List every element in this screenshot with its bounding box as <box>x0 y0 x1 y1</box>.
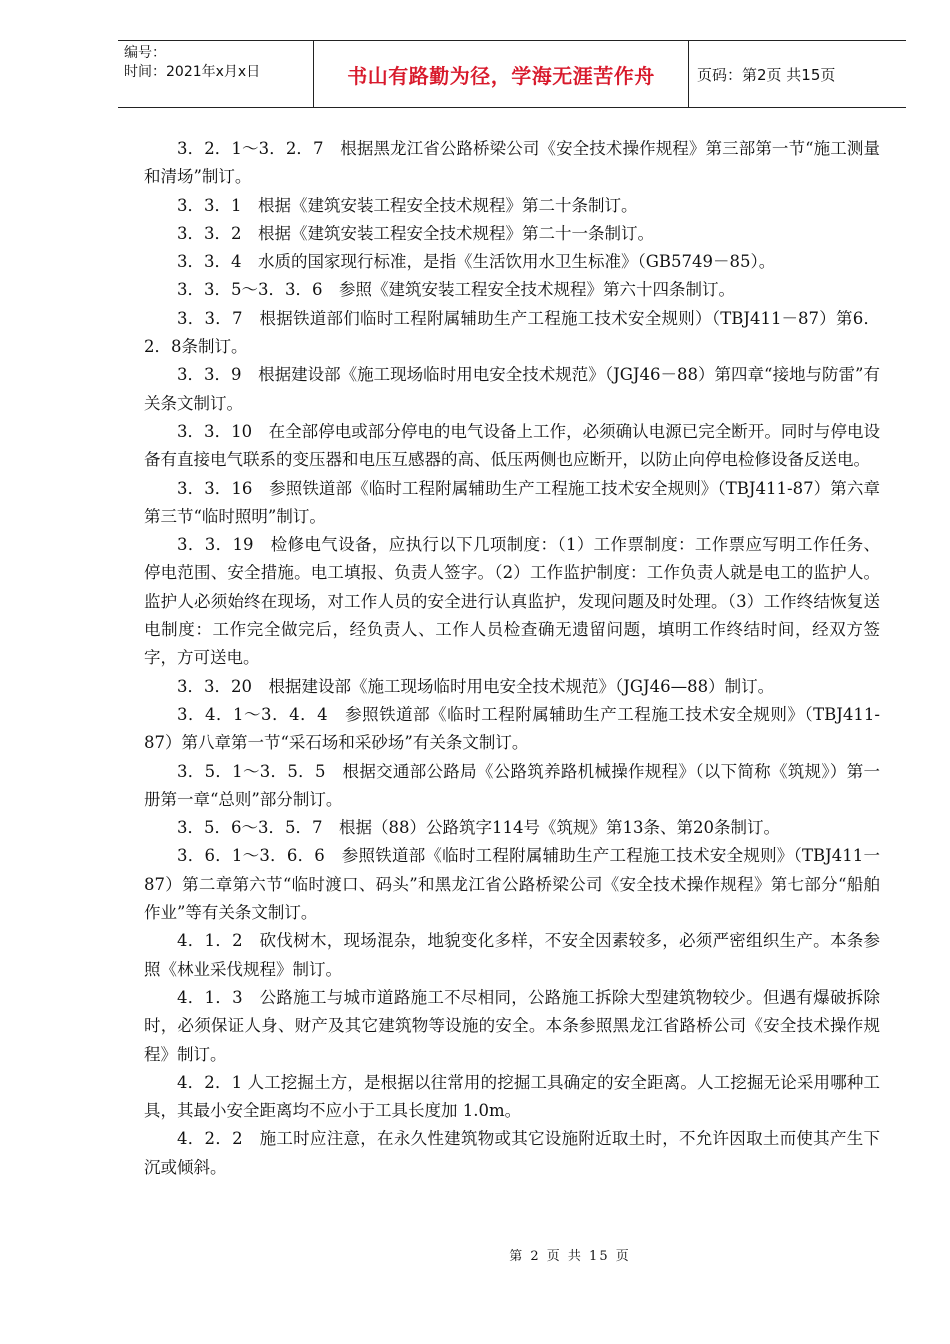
paragraph: 3．3．1 根据《建筑安装工程安全技术规程》第二十条制订。 <box>177 195 638 215</box>
paragraph: 3．3．20 根据建设部《施工现场临时用电安全技术规范》（JGJ46—88）制订。 <box>177 676 775 696</box>
document-body <box>144 135 880 1182</box>
paragraph: 3．2．1～3．2．7 根据黑龙江省公路桥梁公司《安全技术操作规程》第三部第一节“施工测量和清场”制订。 <box>144 139 880 187</box>
paragraph: 3．5．1～3．5．5 根据交通部公路局《公路筑养路机械操作规程》（以下简称《筑规》）第一册第一章“总则”部分制订。 <box>144 761 880 809</box>
paragraph: 3．5．6～3．5．7 根据（88）公路筑字114号《筑规》第13条、第20条制订。 <box>177 818 780 838</box>
paragraph: 4．1．2 砍伐树木，现场混杂，地貌变化多样，不安全因素较多，必须严密组织生产。本条参照《林业采伐规程》制订。 <box>144 931 880 979</box>
paragraph: 3．6．1～3．6．6 参照铁道部《临时工程附属辅助生产工程施工技术安全规则》（TBJ411一87）第二章第六节“临时渡口、码头”和黑龙江省公路桥梁公司《安全技术操作规程》第七部分“船舶作业”等有关条文制订。 <box>144 846 880 923</box>
paragraph: 4．2．1 人工挖掘土方，是根据以往常用的挖掘工具确定的安全距离。人工挖掘无论采用哪种工具，其最小安全距离均不应小于工具长度加 1.0m。 <box>144 1072 880 1121</box>
paragraph: 3．3．2 根据《建筑安装工程安全技术规程》第二十一条制订。 <box>177 223 654 243</box>
header-page-number: 页码：第2页 共15页 <box>697 65 836 84</box>
number-label: 编号： <box>124 45 166 61</box>
paragraph: 3．4．1～3．4．4 参照铁道部《临时工程附属辅助生产工程施工技术安全规则》（TBJ411-87）第八章第一节“采石场和采砂场”有关条文制订。 <box>144 704 880 753</box>
paragraph: 3．3．4 水质的国家现行标准，是指《生活饮用水卫生标准》（GB5749－85）。 <box>177 252 776 272</box>
time-label: 时间：2021年x月x日 <box>124 64 261 80</box>
paragraph: 3．3．10 在全部停电或部分停电的电气设备上工作，必须确认电源已完全断开。同时与停电设备有直接电气联系的变压器和电压互感器的高、低压两侧也应断开，以防止向停电检修设备反送电。 <box>144 421 880 470</box>
header-motto: 书山有路勤为径，学海无涯苦作舟 <box>314 41 689 107</box>
page-header <box>118 40 906 108</box>
paragraph: 4．1．3 公路施工与城市道路施工不尽相同，公路施工拆除大型建筑物较少。但遇有爆破拆除时，必须保证人身、财产及其它建筑物等设施的安全。本条参照黑龙江省路桥公司《安全技术操作规程》制订。 <box>144 987 880 1064</box>
header-meta <box>118 41 314 107</box>
paragraph: 3．3．19 检修电气设备，应执行以下几项制度：（1）工作票制度：工作票应写明工作任务、停电范围、安全措施。电工填报、负责人签字。（2）工作监护制度：工作负责人就是电工的监护人。监护人必须始终在现场，对工作人员的安全进行认真监护，发现问题及时处理。（3）工作终结恢复送电制度：工作完全做完后，经负责人、工作人员检查确无遗留问题，填明工作终结时间，经双方签字，方可送电。 <box>144 535 880 668</box>
paragraph: 3．3．9 根据建设部《施工现场临时用电安全技术规范》（JGJ46－88）第四章“接地与防雷”有关条文制订。 <box>144 365 880 413</box>
paragraph: 4．2．2 施工时应注意，在永久性建筑物或其它设施附近取土时，不允许因取土而使其产生下沉或倾斜。 <box>144 1129 880 1177</box>
paragraph: 3．3．16 参照铁道部《临时工程附属辅助生产工程施工技术安全规则》（TBJ411-87）第六章第三节“临时照明”制订。 <box>144 478 880 526</box>
page-footer: 第 2 页 共 15 页 <box>509 1249 631 1264</box>
paragraph: 3．3．5～3．3．6 参照《建筑安装工程安全技术规程》第六十四条制订。 <box>177 280 735 300</box>
paragraph: 3．3．7 根据铁道部们临时工程附属辅助生产工程施工技术安全规则）（TBJ411－87）第6．2．8条制订。 <box>144 308 880 357</box>
